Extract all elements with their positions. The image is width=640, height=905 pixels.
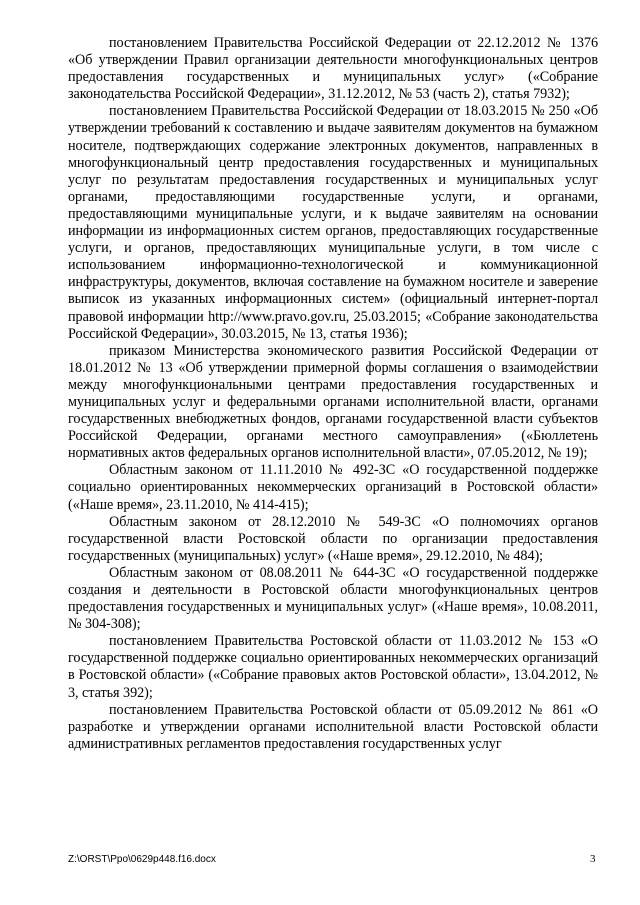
paragraph-decree-1376: постановлением Правительства Российской Федерации от 22.12.2012 № 1376 «Об утверждении Правил организации деятельности многофункциональных центров предоставления государственных и муниципальных услуг» («Собрание законодательства Российской Федерации», 31.12.2012, № 53 (часть 2), статья 7932); [68,35,598,103]
page-number: 3 [590,853,596,865]
paragraph-decree-250: постановлением Правительства Российской Федерации от 18.03.2015 № 250 «Об утверждении требований к составлению и выдаче заявителям документов на бумажном носителе, подтверждающих содержание электронных документов, направленных в многофункциональный центр предоставления государственных и муниципальных услуг по результатам предоставления государственных и муниципальных услуг органами, предоставляющими государственные услуги, и органами, предоставляющими муниципальные услуги, и к выдаче заявителям на основании информации из информационных систем органов, предоставляющих государственные услуги, и органов, предоставляющих муниципальные услуги, в том числе с использованием информационно-технологической и коммуникационной инфраструктуры, документов, включая составление на бумажном носителе и заверение выписок из указанных информационных систем» (официальный интернет-портал правовой информации http://www.pravo.gov.ru, 25.03.2015; «Собрание законодательства Российской Федерации», 30.03.2015, № 13, статья 1936); [68,103,598,342]
document-body [68,35,598,753]
paragraph-law-644: Областным законом от 08.08.2011 № 644-ЗС «О государственной поддержке создания и деятельности в Ростовской области многофункциональных центров предоставления государственных и муниципальных услуг» («Наше время», 10.08.2011, № 304-308); [68,564,598,633]
paragraph-order-13: приказом Министерства экономического развития Российской Федерации от 18.01.2012 № 13 «Об утверждении примерной формы соглашения о взаимодействии между многофункциональными центрами предоставления государственных и муниципальных услуг и федеральными органами исполнительной власти, органами государственных внебюджетных фондов, органами государственной власти субъектов Российской Федерации, органами местного самоуправления» («Бюллетень нормативных актов федеральных органов исполнительной власти», 07.05.2012, № 19); [68,342,598,462]
paragraph-law-492: Областным законом от 11.11.2010 № 492-ЗС «О государственной поддержке социально ориентированных некоммерческих организаций в Ростовской области» («Наше время», 23.11.2010, № 414-415); [68,462,598,513]
paragraph-decree-861: постановлением Правительства Ростовской области от 05.09.2012 № 861 «О разработке и утверждении органами исполнительной власти Ростовской области административных регламентов предоставления государственных услуг [68,701,598,752]
paragraph-law-549: Областным законом от 28.12.2010 № 549-ЗС «О полномочиях органов государственной власти Ростовской области по организации предоставления государственных (муниципальных) услуг» («Наше время», 29.12.2010, № 484); [68,513,598,564]
footer-file-path: Z:\ORST\Ppo\0629p448.f16.docx [68,854,216,865]
paragraph-decree-153: постановлением Правительства Ростовской области от 11.03.2012 № 153 «О государственной поддержке социально ориентированных некоммерческих организаций в Ростовской области» («Собрание правовых актов Ростовской области», 13.04.2012, № 3, статья 392); [68,633,598,701]
